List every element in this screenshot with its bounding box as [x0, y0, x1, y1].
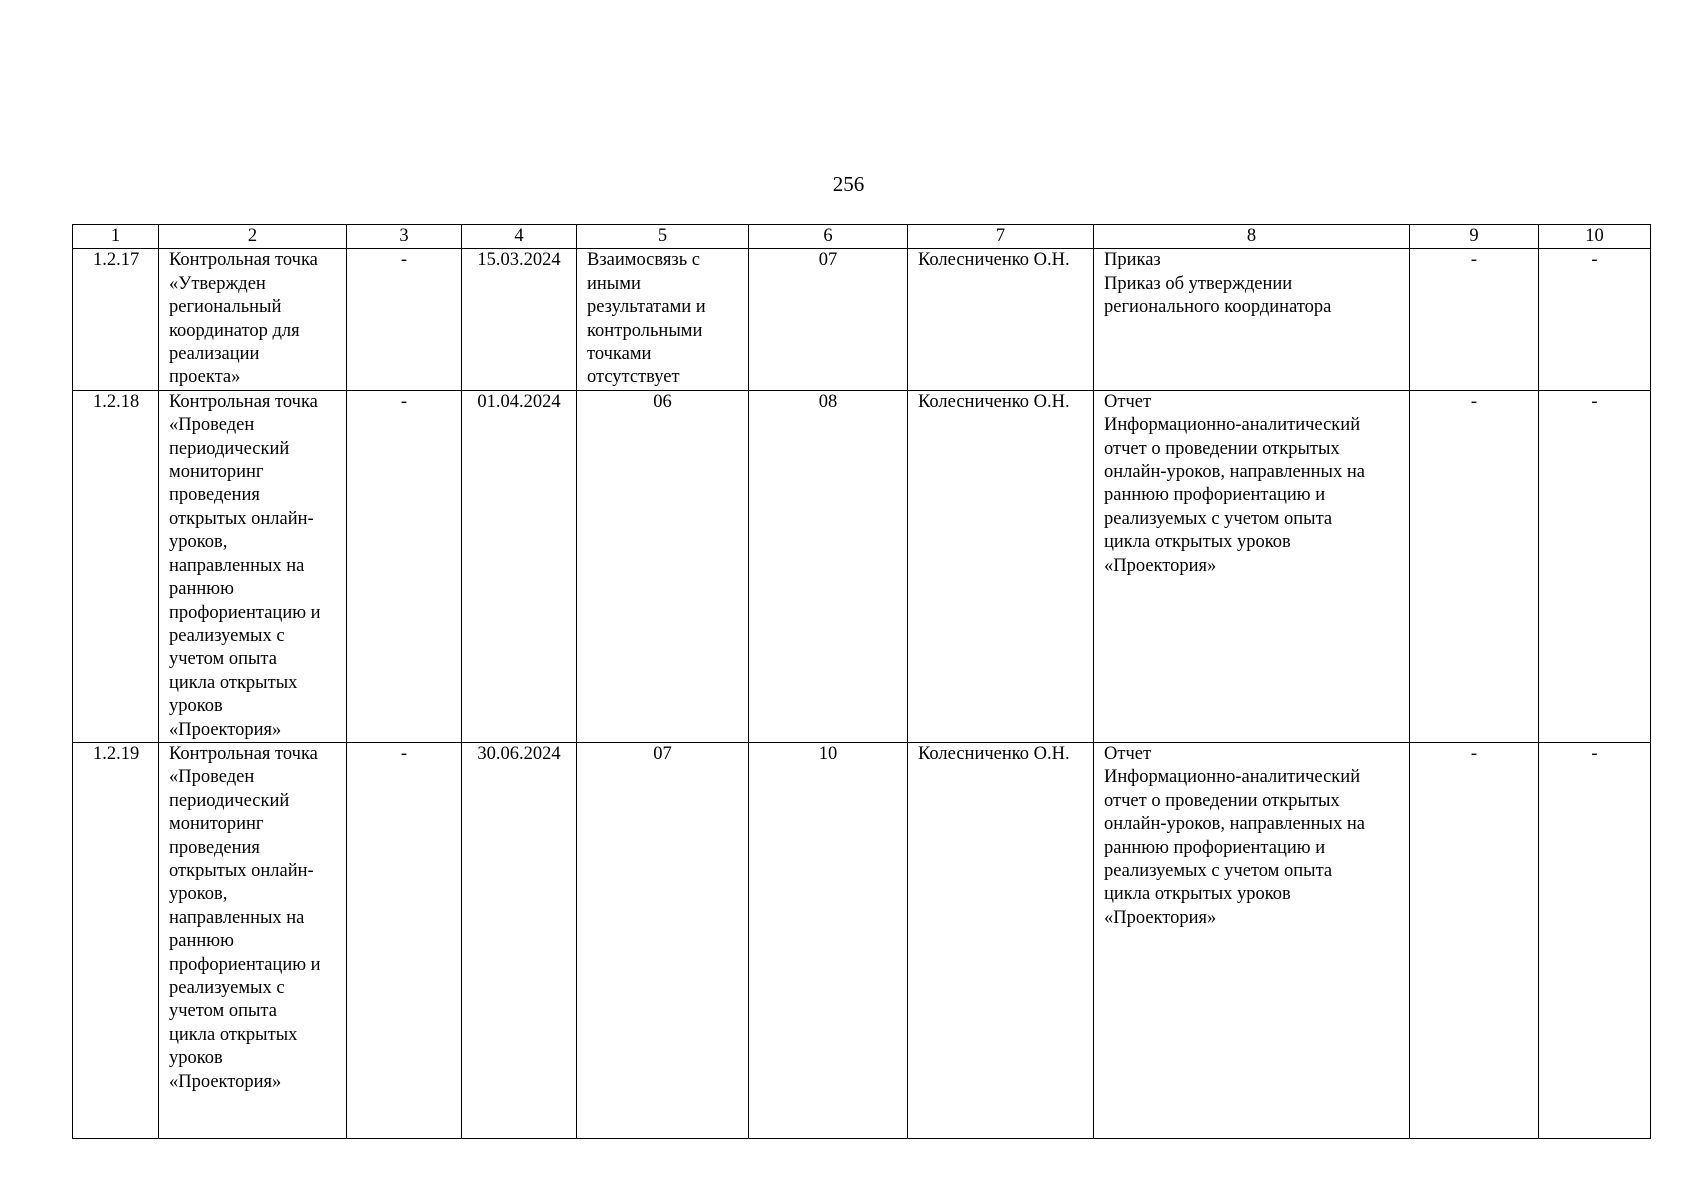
row-number: 1.2.19	[73, 742, 159, 1138]
cell-col9: -	[1410, 390, 1539, 742]
column-header: 5	[577, 225, 749, 249]
cell-col9: -	[1410, 249, 1539, 390]
table-row	[73, 249, 1651, 390]
cell-col10: -	[1539, 249, 1651, 390]
document-cell: Приказ Приказ об утверждении регионального координатора	[1094, 249, 1410, 390]
table-row	[73, 390, 1651, 742]
column-header: 9	[1410, 225, 1539, 249]
column-header: 2	[159, 225, 347, 249]
cell-col6: 10	[749, 742, 908, 1138]
due-date: 01.04.2024	[462, 390, 577, 742]
cell-col9: -	[1410, 742, 1539, 1138]
cell-col3: -	[347, 742, 462, 1138]
column-header: 8	[1094, 225, 1410, 249]
column-header: 4	[462, 225, 577, 249]
cell-col3: -	[347, 249, 462, 390]
control-point-name: Контрольная точка «Проведен периодический мониторинг проведения открытых онлайн- уроков, направленных на раннюю профориентацию и реализуемых с учетом опыта цикла открытых уроков «Проектория»	[159, 742, 347, 1138]
row-number: 1.2.17	[73, 249, 159, 390]
responsible-person: Колесниченко О.Н.	[908, 390, 1094, 742]
column-header: 6	[749, 225, 908, 249]
cell-col3: -	[347, 390, 462, 742]
row-number: 1.2.18	[73, 390, 159, 742]
due-date: 15.03.2024	[462, 249, 577, 390]
column-header: 1	[73, 225, 159, 249]
relationship-cell: Взаимосвязь с иными результатами и контрольными точками отсутствует	[577, 249, 749, 390]
cell-col10: -	[1539, 390, 1651, 742]
cell-col10: -	[1539, 742, 1651, 1138]
document-cell: Отчет Информационно-аналитический отчет о проведении открытых онлайн-уроков, направленных на раннюю профориентацию и реализуемых с учетом опыта цикла открытых уроков «Проектория»	[1094, 742, 1410, 1138]
control-point-name: Контрольная точка «Проведен периодический мониторинг проведения открытых онлайн- уроков, направленных на раннюю профориентацию и реализуемых с учетом опыта цикла открытых уроков «Проектория»	[159, 390, 347, 742]
cell-col6: 08	[749, 390, 908, 742]
column-number-row	[73, 225, 1651, 249]
responsible-person: Колесниченко О.Н.	[908, 742, 1094, 1138]
relationship-cell: 06	[577, 390, 749, 742]
column-header: 3	[347, 225, 462, 249]
relationship-cell: 07	[577, 742, 749, 1138]
column-header: 10	[1539, 225, 1651, 249]
control-point-name: Контрольная точка «Утвержден региональный координатор для реализации проекта»	[159, 249, 347, 390]
document-cell: Отчет Информационно-аналитический отчет о проведении открытых онлайн-уроков, направленных на раннюю профориентацию и реализуемых с учетом опыта цикла открытых уроков «Проектория»	[1094, 390, 1410, 742]
responsible-person: Колесниченко О.Н.	[908, 249, 1094, 390]
cell-col6: 07	[749, 249, 908, 390]
due-date: 30.06.2024	[462, 742, 577, 1138]
page-number: 256	[832, 172, 865, 196]
table-row	[73, 742, 1651, 1138]
column-header: 7	[908, 225, 1094, 249]
control-points-table	[72, 224, 1651, 1139]
